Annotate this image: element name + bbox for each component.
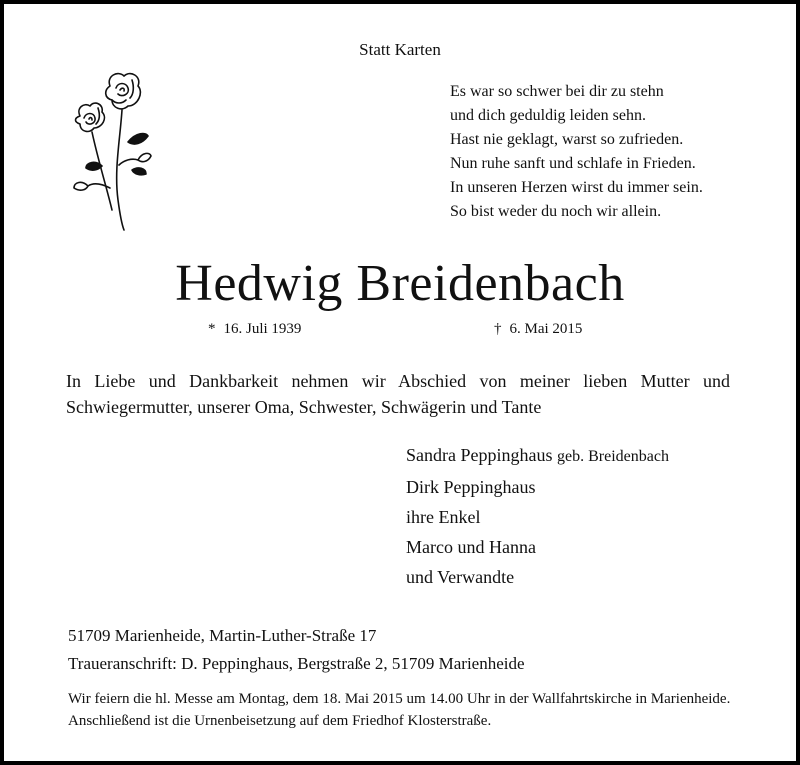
mourner-entry: ihre Enkel bbox=[406, 507, 481, 527]
mourner-maiden-name: geb. Breidenbach bbox=[556, 448, 669, 465]
mourner-entry: und Verwandte bbox=[406, 567, 515, 587]
mourner-name: Sandra Peppinghaus bbox=[406, 445, 553, 465]
address-block bbox=[68, 622, 525, 678]
home-address: 51709 Marienheide, Martin-Luther-Straße 17 bbox=[68, 626, 377, 645]
poem-line: Hast nie geklagt, warst so zufrieden. bbox=[450, 131, 684, 148]
poem-line: Nun ruhe sanft und schlafe in Frieden. bbox=[450, 155, 696, 172]
death-date bbox=[494, 321, 582, 338]
death-cross-icon: † bbox=[494, 321, 502, 337]
farewell-text: In Liebe und Dankbarkeit nehmen wir Abschied von meiner lieben Mutter und Schwiegermutter, unserer Oma, Schwester, Schwägerin und Tante bbox=[66, 371, 730, 417]
poem-line: Es war so schwer bei dir zu stehn bbox=[450, 83, 664, 100]
poem-line: In unseren Herzen wirst du immer sein. bbox=[450, 179, 703, 196]
birth-date-text: 16. Juli 1939 bbox=[223, 321, 302, 337]
rose-icon bbox=[62, 70, 152, 232]
service-info: Wir feiern die hl. Messe am Montag, dem 18. Mai 2015 um 14.00 Uhr in der Wallfahrtskirche in Marienheide. Anschließend ist die Urnenbeisetzung auf dem Friedhof Klosterstraße. bbox=[68, 691, 731, 729]
poem-line: So bist weder du noch wir allein. bbox=[450, 203, 662, 220]
mourner-entry: Marco und Hanna bbox=[406, 537, 536, 557]
mourner-entry: Dirk Peppinghaus bbox=[406, 477, 536, 497]
death-date-text: 6. Mai 2015 bbox=[509, 321, 583, 337]
mourners-list bbox=[406, 440, 669, 592]
poem bbox=[450, 80, 703, 224]
birth-star-icon: * bbox=[208, 321, 216, 337]
poem-line: und dich geduldig leiden sehn. bbox=[450, 107, 646, 124]
mourner-entry bbox=[406, 440, 669, 472]
mourning-address: Traueranschrift: D. Peppinghaus, Bergstraße 2, 51709 Marienheide bbox=[68, 654, 525, 673]
deceased-name: Hedwig Breidenbach bbox=[175, 255, 625, 312]
notice-heading: Statt Karten bbox=[359, 40, 441, 59]
birth-date bbox=[208, 321, 301, 338]
